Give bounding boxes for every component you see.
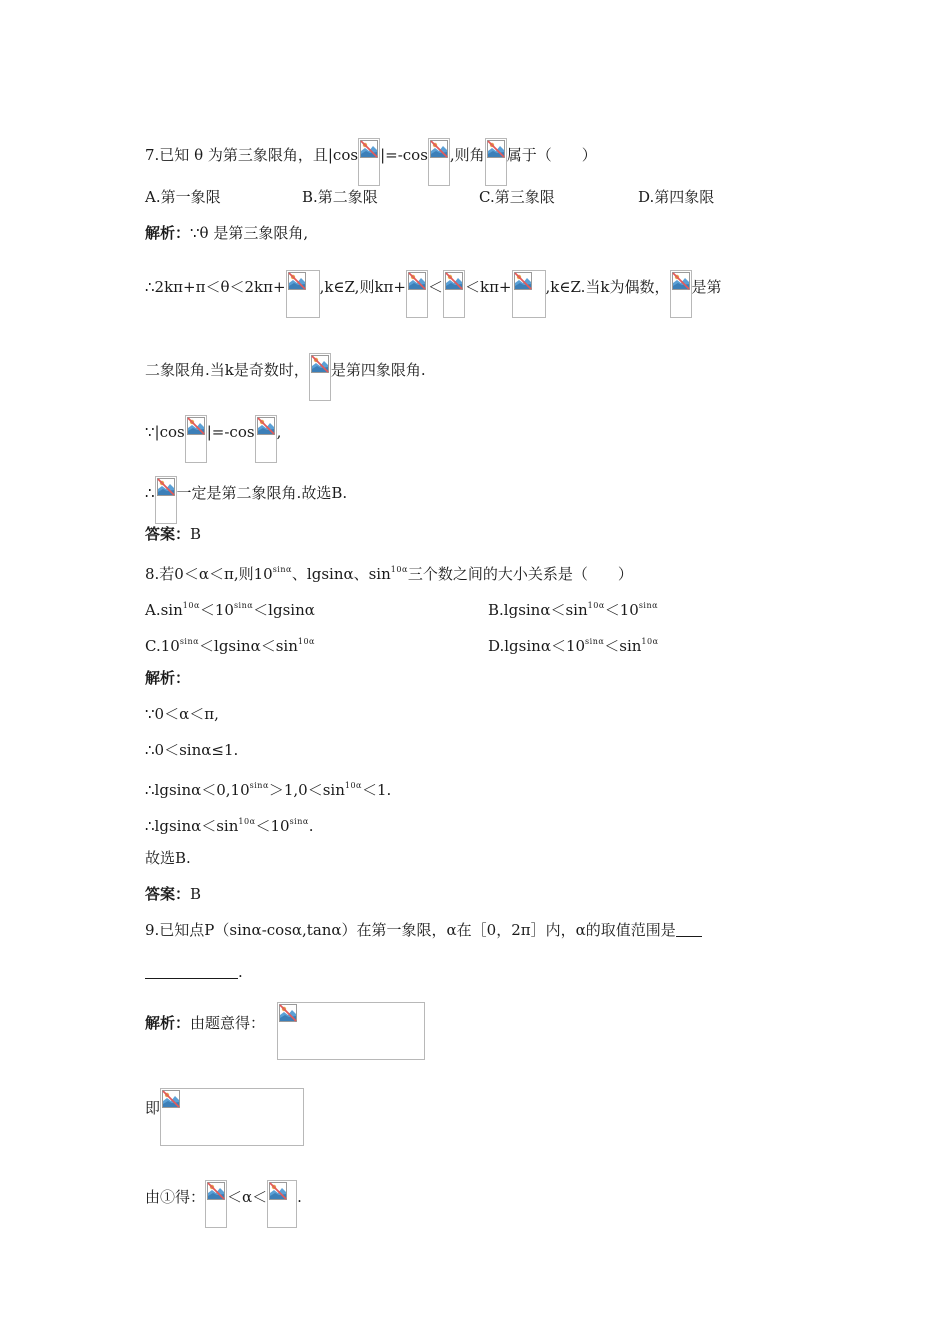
formula-image <box>286 270 320 318</box>
q8-option-c: $C.10^{sin\alpha}<lgsin\alpha<\sin^{10\alpha}$ <box>145 637 315 655</box>
q8-solution-line-4: $\therefore lgsin\alpha<\sin^{10\alpha}<10^{sin\alpha}$. <box>145 817 314 835</box>
q8-solution-label: 解析： <box>145 669 191 687</box>
q9-solution-line-3: 由①得： ＜α＜ . <box>145 1180 302 1228</box>
formula-image <box>428 138 450 186</box>
broken-image-icon <box>408 272 426 290</box>
broken-image-icon <box>514 272 532 290</box>
q7-solution-line-4: ∵|cos |=-cos , <box>145 415 281 463</box>
q7-option-a: A.第一象限 <box>145 188 221 206</box>
q9-solution-line-1: 解析：由题意得： <box>145 1014 266 1032</box>
formula-image <box>160 1088 304 1146</box>
formula-image <box>155 476 177 524</box>
q8-option-a: $A.\sin^{10\alpha}<10^{sin\alpha}<lgsin\alpha$ <box>145 601 315 619</box>
q7-solution-line-1: 解析：∵θ 是第三象限角, <box>145 224 309 242</box>
broken-image-icon <box>269 1182 287 1200</box>
q8-solution-line-5: 故选B. <box>145 849 191 867</box>
q7-option-b: B.第二象限 <box>302 188 378 206</box>
broken-image-icon <box>187 417 205 435</box>
broken-image-icon <box>162 1090 180 1108</box>
q8-solution-line-2: ∴0＜sinα≤1. <box>145 741 239 759</box>
formula-image <box>406 270 428 318</box>
q8-stem: 8.若0＜α＜π,则$10^{sin\alpha}$、lgsinα、$\sin^{10\alpha}$三个数之间的大小关系是（ ） <box>145 565 633 583</box>
q8-answer: 答案：B <box>145 885 202 903</box>
broken-image-icon <box>157 478 175 496</box>
q7-answer: 答案：B <box>145 525 202 543</box>
q8-solution-line-3: $\therefore lgsin\alpha<0,10^{sin\alpha}>1,0<\sin^{10\alpha}<1$. <box>145 781 392 799</box>
q8-option-d: $D.lgsin\alpha<10^{sin\alpha}<\sin^{10\alpha}$ <box>488 637 659 655</box>
broken-image-icon <box>279 1004 297 1022</box>
broken-image-icon <box>360 140 378 158</box>
q8-option-b: $B.lgsin\alpha<\sin^{10\alpha}<10^{sin\alpha}$ <box>488 601 659 619</box>
formula-image <box>185 415 207 463</box>
answer-blank <box>145 963 238 979</box>
formula-image <box>512 270 546 318</box>
formula-image <box>485 138 507 186</box>
formula-image <box>358 138 380 186</box>
broken-image-icon <box>445 272 463 290</box>
broken-image-icon <box>487 140 505 158</box>
formula-image <box>670 270 692 318</box>
answer-blank <box>676 921 702 937</box>
formula-image <box>443 270 465 318</box>
q7-stem: 7.已知 θ 为第三象限角，且|cos |=-cos ,则角 属于（ ） <box>145 138 597 186</box>
formula-image <box>267 1180 297 1228</box>
q7-option-c: C.第三象限 <box>479 188 555 206</box>
formula-image <box>309 353 331 401</box>
broken-image-icon <box>430 140 448 158</box>
q9-stem-continued: . <box>145 962 243 982</box>
q9-stem: 9.已知点P（sinα-cosα,tanα）在第一象限，α在［0，2π］内，α的取值范围是 <box>145 920 702 940</box>
broken-image-icon <box>672 272 690 290</box>
q7-option-d: D.第四象限 <box>638 188 715 206</box>
q7-solution-line-2: ∴2kπ+π＜θ＜2kπ+ ,k∈Z,则kπ+ ＜ ＜kπ+ ,k∈Z.当k为偶数， 是第 <box>145 270 722 318</box>
broken-image-icon <box>257 417 275 435</box>
formula-image <box>277 1002 425 1060</box>
q7-solution-line-5: ∴ 一定是第二象限角.故选B. <box>145 476 347 524</box>
broken-image-icon <box>288 272 306 290</box>
formula-image <box>205 1180 227 1228</box>
broken-image-icon <box>207 1182 225 1200</box>
q7-solution-line-3: 二象限角.当k是奇数时， 是第四象限角. <box>145 353 426 401</box>
q8-solution-line-1: ∵0＜α＜π, <box>145 705 219 723</box>
q9-solution-line-2: 即 <box>145 1099 161 1117</box>
formula-image <box>255 415 277 463</box>
broken-image-icon <box>311 355 329 373</box>
